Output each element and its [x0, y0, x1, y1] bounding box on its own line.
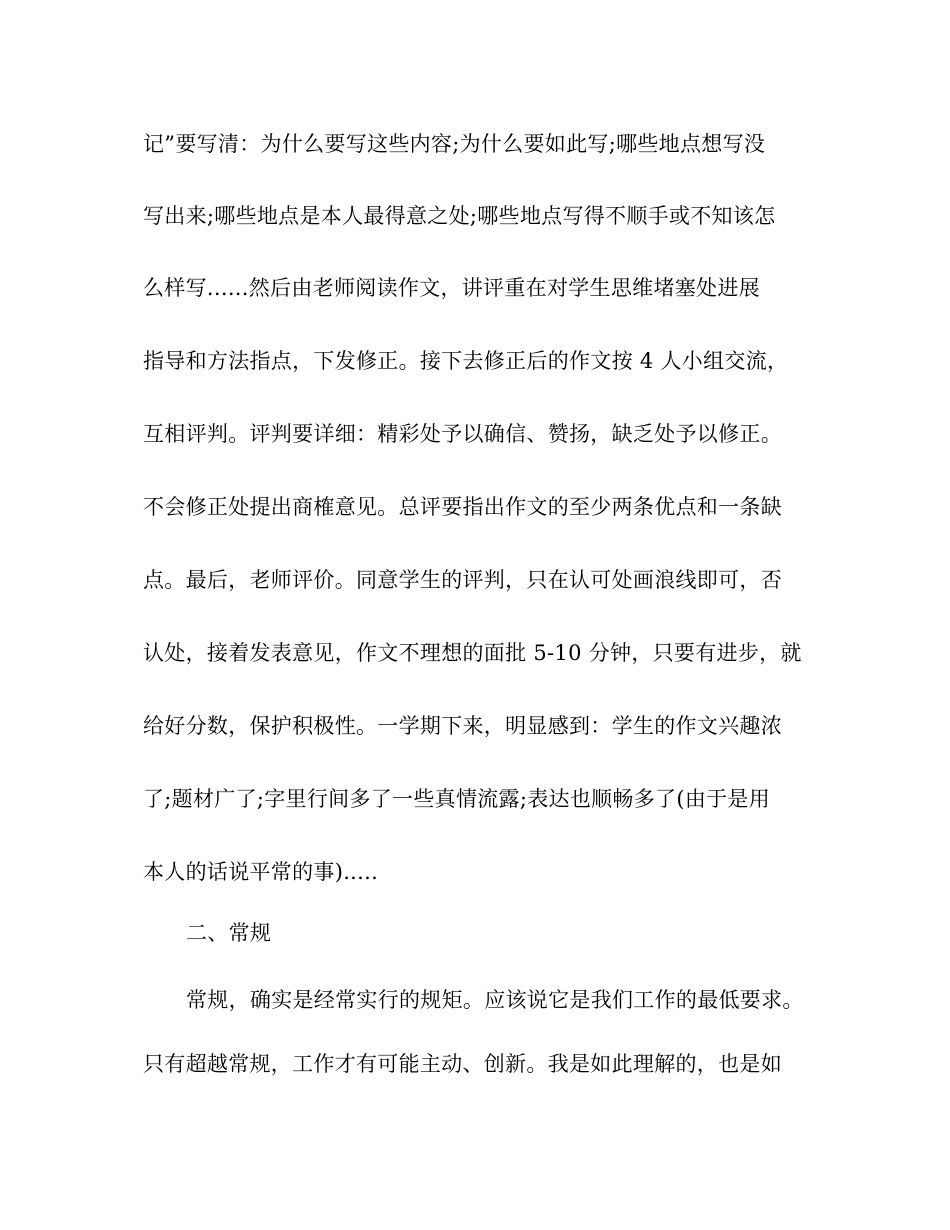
paragraph-line: 常规，确实是经常实行的规矩。应该说它是我们工作的最低要求。: [186, 988, 804, 1012]
paragraph-line: 指导和方法指点，下发修正。接下去修正后的作文按 4 人小组交流，: [143, 349, 789, 373]
paragraph-line: 么样写......然后由老师阅读作文，讲评重在对学生思维堵塞处进展: [143, 276, 760, 300]
paragraph-line: 给好分数，保护积极性。一学期下来，明显感到：学生的作文兴趣浓: [143, 714, 782, 738]
paragraph-line: 点。最后，老师评价。同意学生的评判，只在认可处画浪线即可，否: [143, 568, 782, 592]
paragraph-line: 只有超越常规，工作才有可能主动、创新。我是如此理解的，也是如: [143, 1052, 782, 1076]
paragraph-line: 认处，接着发表意见，作文不理想的面批 5-10 分钟，只要有进步，就: [143, 641, 802, 665]
paragraph-line: 互相评判。评判要详细：精彩处予以确信、赞扬，缺乏处予以修正。: [143, 422, 782, 446]
paragraph-line: 记”要写清：为什么要写这些内容;为什么要如此写;哪些地点想写没: [143, 132, 766, 156]
paragraph-line: 本人的话说平常的事).....: [143, 860, 379, 884]
paragraph-line: 不会修正处提出商榷意见。总评要指出作文的至少两条优点和一条缺: [143, 495, 782, 519]
section-heading: 二、常规: [186, 921, 272, 945]
paragraph-line: 写出来;哪些地点是本人最得意之处;哪些地点写得不顺手或不知该怎: [143, 204, 776, 228]
paragraph-line: 了;题材广了;字里行间多了一些真情流露;表达也顺畅多了(由于是用: [143, 787, 771, 811]
